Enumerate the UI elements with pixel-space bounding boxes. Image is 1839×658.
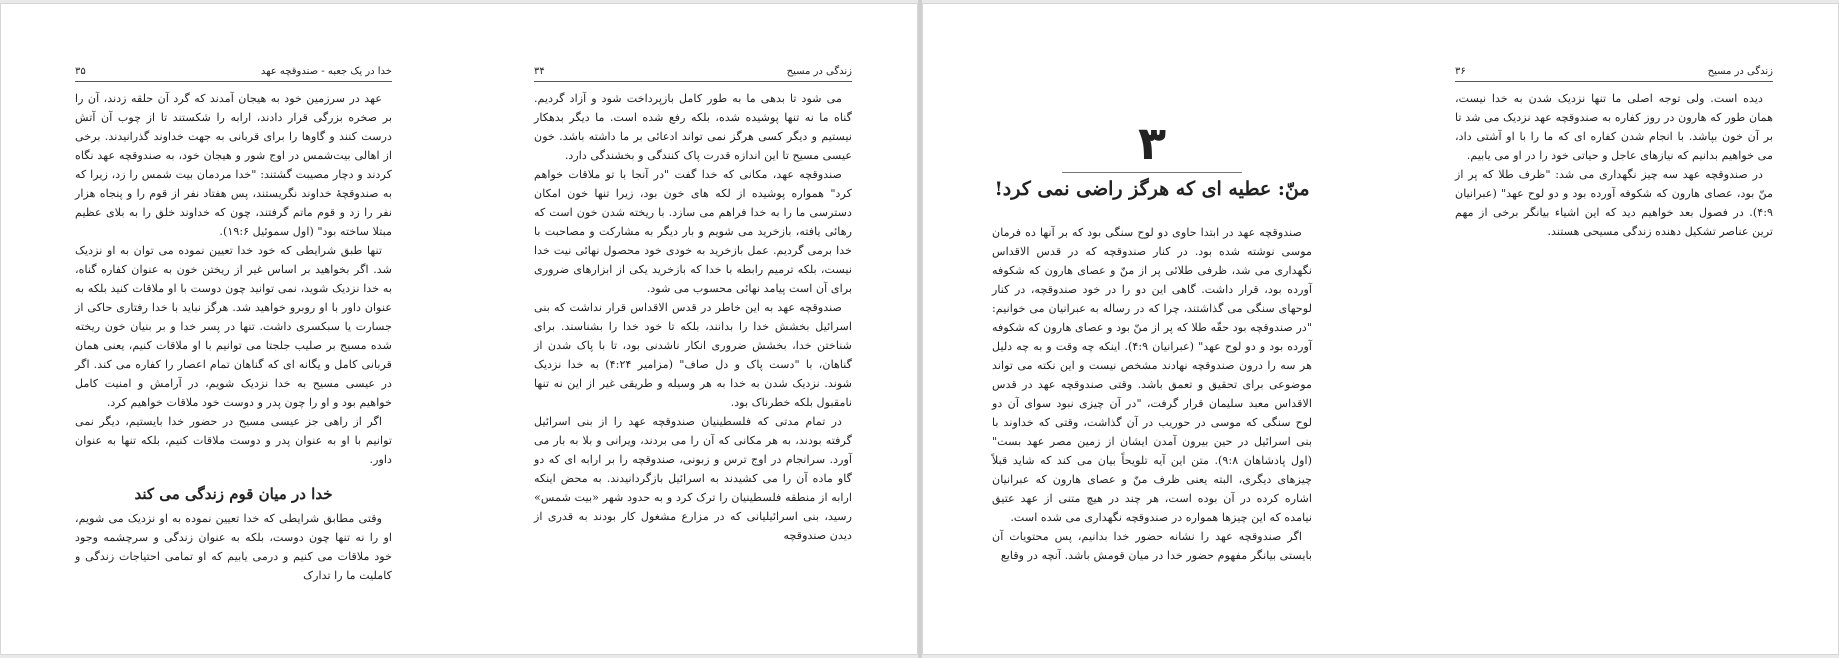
paragraph: اگر از راهی جز عیسی مسیح در حضور خدا بایستیم، دیگر نمی توانیم با او به عنوان پدر و دوست ملاقات کنیم، بلکه تنها به عنوان داور. <box>75 415 392 466</box>
paragraph: در تمام مدتی که فلسطینیان صندوقچه عهد را از بنی اسرائیل گرفته بودند، به هر مکانی که آن را می بردند، ویرانی و بلا به بار می آورد. سرانجام در اوج ترس و زبونی، صندوقچه را بر ارابه ای که دو گاو ماده آن را می کشیدند به اسرائیل بازگردانیدند. به محض اینکه ارابه از منطقه فلسطینیان را ترک کرد و به حدود شهر «بیت شمس» رسید، بنی اسرائیلیانی که در مزارع مشغول کار بودند به قدری از دیدن صندوقچه <box>534 415 852 542</box>
paragraph: دیده است. ولی توجه اصلی ما تنها نزدیک شدن به خدا نیست، همان طور که هارون در روز کفاره به صندوقچه عهد نزدیک می شد تا بر آن خون بپاشد. با انجام شدن کفاره ای که ما را با او آشتی داد، می خواهیم بدانیم که نیازهای عاجل و حیاتی خود را در او می یابیم. <box>1455 92 1773 162</box>
paragraph: وقتی مطابق شرایطی که خدا تعیین نموده به او نزدیک می شویم، او را نه تنها چون دوست، بلکه به عنوان زندگی و سرچشمه وجود خود ملاقات می کنیم و درمی یابیم که او تمامی احتیاجات زندگی و کاملیت ما را تدارک <box>75 512 392 582</box>
paragraph: در صندوقچه عهد سه چیز نگهداری می شد: "ظرف طلا که پر از منّ بود، عصای هارون که شکوفه آورده بود و دو لوح عهد" (عبرانیان ۴:۹). در فصول بعد خواهیم دید که این اشیاء بیانگر برخی از مهم ترین عناصر تشکیل دهنده زندگی مسیحی هستند. <box>1455 168 1773 238</box>
page-text-column <box>75 89 392 585</box>
paragraph: می شود تا بدهی ما به طور کامل بازپرداخت شود و آزاد گردیم. گناه ما نه تنها پوشیده شده، بلکه رفع شده است. ما دیگر بدهکار نیستیم و دیگر کسی هرگز نمی تواند ادعائی بر ما داشته باشد. خون عیسی مسیح تا این اندازه قدرت پاک کنندگی و بخشندگی دارد. <box>534 92 852 162</box>
running-header <box>534 65 852 82</box>
chapter-title: منّ: عطیه ای که هرگز راضی نمی کرد! <box>994 178 1310 200</box>
section-title: خدا در میان قوم زندگی می کند <box>134 485 333 503</box>
running-header-title: خدا در یک جعبه - صندوقچه عهد <box>260 66 392 77</box>
paragraph: صندوقچه عهد به این خاطر در قدس الاقداس قرار نداشت که بنی اسرائیل بخشش خدا را بدانند، بلکه تا خود خدا را بشناسند. برای شناختن خدا، بخشش ضروری انکار ناشدنی بود، تا با پاک شدن از گناهان، با "دست پاک و دل صاف" (مزامیر ۴:۲۴) به خدا نزدیک شوند. نزدیک شدن به خدا به هر وسیله و طریقی غیر از این نه تنها نامقبول بلکه خطرناک بود. <box>534 301 852 409</box>
running-header <box>75 65 392 82</box>
paragraph: تنها طبق شرایطی که خود خدا تعیین نموده می توان به او نزدیک شد. اگر بخواهید بر اساس غیر از ریختن خون به عنوان کفاره گناه، به خدا نزدیک شوید، نمی توانید چون دوست با او ملاقات کنید بلکه به عنوان داور با او روبرو خواهید شد. هرگز نباید با خدا رفتاری حاکی از جسارت یا سبکسری داشت. تنها در پسر خدا و بر بنیان خون ریخته شده مسیح بر صلیب جلجتا می توانیم با او ملاقات کنیم، یعنی همان قربانی کامل و یگانه ای که گناهان تمام اعصار را کفاره می کند. اگر در عیسی مسیح به خدا نزدیک شویم، در آرامش و امنیت کامل خواهیم بود و او را چون پدر و دوست خود ملاقات خواهیم کرد. <box>75 244 392 409</box>
paragraph: اگر صندوقچه عهد را نشانه حضور خدا بدانیم، پس محتویات آن بایستی بیانگر مفهوم حضور خدا در میان قومش باشد. آنچه در وقایع <box>992 530 1312 562</box>
chapter-divider <box>1062 172 1242 173</box>
page-text-column <box>1455 89 1773 241</box>
paragraph: عهد در سرزمین خود به هیجان آمدند که گرد آن حلقه زدند، آن را بر صخره بزرگی قرار دادند، ارابه را شکستند تا از چوب آن آتش درست کنند و گاوها را برای قربانی به جهت خداوند گذرانیدند. برخی از اهالی بیت‌شمس در اوج شور و هیجان خود، به صندوقچه عهد نگاه کردند و دچار مصیبت گشتند: "خدا مردمان بیت شمس را زد، زیرا که به صندوقچهٔ خداوند نگریستند، پس هفتاد نفر از قوم را و پنجاه هزار نفر را زد و قوم ماتم گرفتند، چون که خداوند خلق را به بلای عظیم مبتلا ساخته بود" (اول سموئیل ۱۹:۶). <box>75 92 392 238</box>
paragraph: صندوقچه عهد، مکانی که خدا گفت "در آنجا با تو ملاقات خواهم کرد" همواره پوشیده از لکه های خون بود، زیرا تنها خون امکان دسترسی ما را به خدا فراهم می سازد. با ریخته شدن خون است که رهائی یافته، بازخرید می شویم و بار دیگر به مشارکت و مصاحبت با خدا برمی گردیم. عمل بازخرید به خودی خود محصول نهائی نیت خدا نیست، بلکه ترمیم رابطه با خدا که بازخرید یکی از ابزارهای ضروری برای آن است پیامد نهائی محسوب می شود. <box>534 168 852 295</box>
page-number: ۳۵ <box>75 66 86 77</box>
page-text-column <box>534 89 852 545</box>
chapter-number: ۳ <box>1137 116 1167 170</box>
running-header <box>1455 65 1773 82</box>
page-text-column <box>992 223 1312 565</box>
paragraph: صندوقچه عهد در ابتدا حاوی دو لوح سنگی بود که بر آنها ده فرمان موسی نوشته شده بود. در کنار صندوقچه که در قدس الاقداس نگهداری می شد، ظرفی طلائی پر از منّ و عصای هارون که شکوفه آورده بود، قرار داشت. گاهی این دو را در خود صندوقچه، در کنار لوحهای سنگی می گذاشتند، چرا که در رساله به عبرانیان می خوانیم: "در صندوقچه بود حقّه طلا که پر از منّ بود و عصای هارون که شکوفه آورده بود و دو لوح عهد" (عبرانیان ۴:۹). اینکه چه وقت و به چه دلیل هر سه را درون صندوقچه نهادند مشخص نیست و این نکته می تواند موضوعی برای تحقیق و تعمق باشد. وقتی صندوقچه عهد در قدس الاقداس معبد سلیمان قرار گرفت، "در آن چیزی نبود سوای آن دو لوح سنگی که موسی در حوریب در آن گذاشت، وقتی که خداوند با بنی اسرائیل در حین بیرون آمدن ایشان از زمین مصر عهد بست" (اول پادشاهان ۹:۸). متن این آیه تلویحاً بیان می کند که شاید قبلاً چیزهای دیگری، البته یعنی ظرف منّ و عصای هارون که عبرانیان اشاره کرده در آن بوده است، هر چند در هیچ متنی از عهد عتیق نیامده که این چیزها همواره در صندوقچه نگهداری می شده است. <box>992 226 1312 524</box>
page-number: ۳۶ <box>1455 66 1466 77</box>
running-header-title: زندگی در مسیح <box>1707 66 1773 77</box>
running-header-title: زندگی در مسیح <box>786 66 852 77</box>
page-number: ۳۴ <box>534 66 545 77</box>
